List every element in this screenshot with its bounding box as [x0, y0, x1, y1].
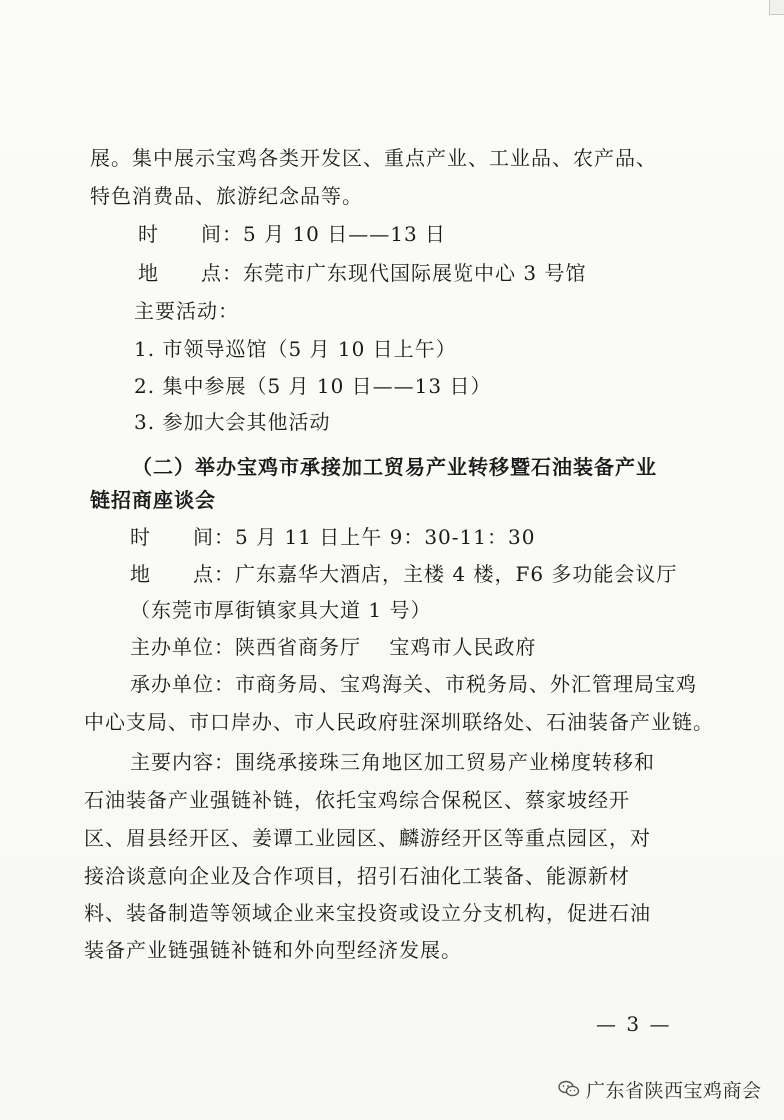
- address-line: （东莞市厚街镇家具大道 1 号）: [130, 598, 432, 622]
- activity-item: 3. 参加大会其他活动: [134, 410, 331, 434]
- wechat-icon: [558, 1080, 580, 1098]
- body-line: 区、眉县经开区、姜谭工业园区、麟游经开区等重点园区，对: [84, 826, 651, 850]
- organizer-line: 主办单位：陕西省商务厅 宝鸡市人民政府: [130, 635, 537, 659]
- body-line: 料、装备制造等领域企业来宝投资或设立分支机构，促进石油: [84, 901, 651, 925]
- time-line: 时 间：5 月 10 日——13 日: [138, 222, 447, 246]
- body-line: 特色消费品、旅游纪念品等。: [90, 184, 363, 208]
- body-line: 中心支局、市口岸办、市人民政府驻深圳联络处、石油装备产业链。: [84, 710, 714, 734]
- activity-item: 2. 集中参展（5 月 10 日——13 日）: [134, 374, 492, 398]
- co-organizer-line: 承办单位：市商务局、宝鸡海关、市税务局、外汇管理局宝鸡: [130, 672, 697, 696]
- body-line: 装备产业链强链补链和外向型经济发展。: [84, 938, 462, 962]
- body-line: 石油装备产业强链补链，依托宝鸡综合保税区、蔡家坡经开: [84, 788, 630, 812]
- wechat-watermark: [558, 1074, 778, 1104]
- location-line: 地 点：广东嘉华大酒店，主楼 4 楼，F6 多功能会议厅: [130, 562, 678, 586]
- location-line: 地 点：东莞市广东现代国际展览中心 3 号馆: [138, 261, 587, 285]
- content-line: 主要内容：围绕承接珠三角地区加工贸易产业梯度转移和: [130, 750, 655, 774]
- watermark-text: 广东省陕西宝鸡商会: [586, 1079, 762, 1102]
- body-line: 展。集中展示宝鸡各类开发区、重点产业、工业品、农产品、: [90, 146, 657, 170]
- body-line: 接洽谈意向企业及合作项目，招引石油化工装备、能源新材: [84, 864, 630, 888]
- section-heading-cont: 链招商座谈会: [90, 488, 216, 512]
- section-heading: （二）举办宝鸡市承接加工贸易产业转移暨石油装备产业: [132, 455, 657, 479]
- page-number: — 3 —: [596, 1012, 672, 1036]
- main-activities-label: 主要活动：: [134, 299, 239, 323]
- activity-item: 1. 市领导巡馆（5 月 10 日上午）: [134, 337, 457, 361]
- page-corner: [769, 0, 784, 15]
- time-line: 时 间：5 月 11 日上午 9：30-11：30: [130, 525, 536, 549]
